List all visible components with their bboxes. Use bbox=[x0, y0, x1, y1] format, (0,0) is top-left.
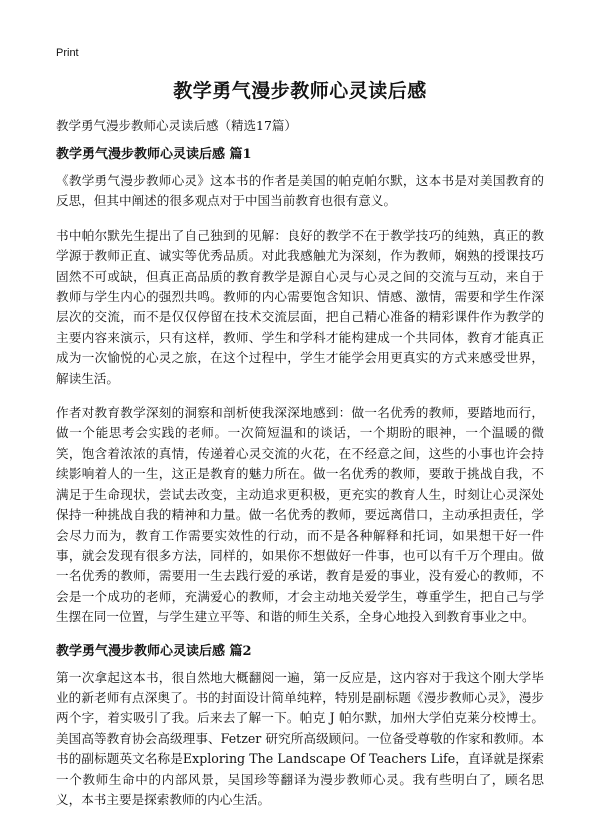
print-label: Print bbox=[56, 47, 79, 59]
section-heading: 教学勇气漫步教师心灵读后感 篇1 bbox=[56, 147, 252, 162]
section-heading: 教学勇气漫步教师心灵读后感 篇2 bbox=[56, 643, 252, 659]
paragraph: 书中帕尔默先生提出了自己独到的见解：良好的教学不在于教学技巧的纯熟，真正的教学源于教师正直、诚实等优秀品质。对此我感触尤为深刻，作为教师，娴熟的授课技巧固然不可或缺，但真正高品质的教育教学是源自心灵与心灵之间的交流与互动，来自于教师与学生内心的强烈共鸣。教师的内心需要饱含知识、情感、激情，需要和学生作深层次的交流，而不是仅仅停留在技术交流层面，把自己精心准备的精彩课件作为教学的主要内容来演示，只有这样，教师、学生和学科才能构建成一个共同体，教育才能真正成为一次愉悦的心灵之旅，在这个过程中，学生才能学会用更真实的方式来感受世界，解读生活。 bbox=[56, 227, 544, 386]
paragraph: 《教学勇气漫步教师心灵》这本书的作者是美国的帕克帕尔默，这本书是对美国教育的反思，但其中阐述的很多观点对于中国当前教育也很有意义。 bbox=[56, 173, 544, 209]
document-title: 教学勇气漫步教师心灵读后感 bbox=[173, 80, 427, 102]
paragraph: 作者对教育教学深刻的洞察和剖析使我深深地感到：做一名优秀的教师，要踏地而行，做一个能思考会实践的老师。一次简短温和的谈话，一个期盼的眼神，一个温暖的微笑，饱含着浓浓的真情，传递着心灵交流的火花，在不经意之间，这些的小事也许会持续影响着人的一生，这正是教育的魅力所在。做一名优秀的教师，要敢于挑战自我，不满足于生命现状，尝试去改变，主动追求更积极，更充实的教育人生，时刻让心灵深处保持一种挑战自我的精神和力量。做一名优秀的教师，要远离借口，主动承担责任，学会尽力而为，教育工作需要实效性的行动，而不是各种解释和托词，如果想干好一件事，就会发现有很多方法，同样的，如果你不想做好一件事，也可以有千万个理由。做一名优秀的教师，需要用一生去践行爱的承诺，教育是爱的事业，没有爱心的教师，不会是一个成功的老师，充满爱心的教师，才会主动地关爱学生，尊重学生，把自己与学生摆在同一位置，与学生建立平等、和谐的师生关系，全身心地投入到教育事业之中。 bbox=[56, 405, 544, 625]
paragraph: 第一次拿起这本书，很自然地大概翻阅一遍，第一反应是，这内容对于我这个刚大学毕业的新老师有点深奥了。书的封面设计简单纯粹，特别是副标题《漫步教师心灵》，漫步两个字，着实吸引了我。后来去了解一下。帕克 J 帕尔默，加州大学伯克莱分校博士。美国高等教育协会高级理事、Fetzer 研究所高级顾问。一位备受尊敬的作家和教师。本书的副标题英文名称是Exploring The Landscape Of Teachers Life，直译就是探索一个教师生命中的内部风景，吴国珍等翻译为漫步教师心灵。我有些明白了，顾名思义，本书主要是探索教师的内心生活。 bbox=[56, 669, 544, 807]
section-1 bbox=[56, 145, 544, 628]
document-subtitle: 教学勇气漫步教师心灵读后感（精选17篇） bbox=[56, 118, 297, 133]
section-2 bbox=[56, 642, 544, 811]
